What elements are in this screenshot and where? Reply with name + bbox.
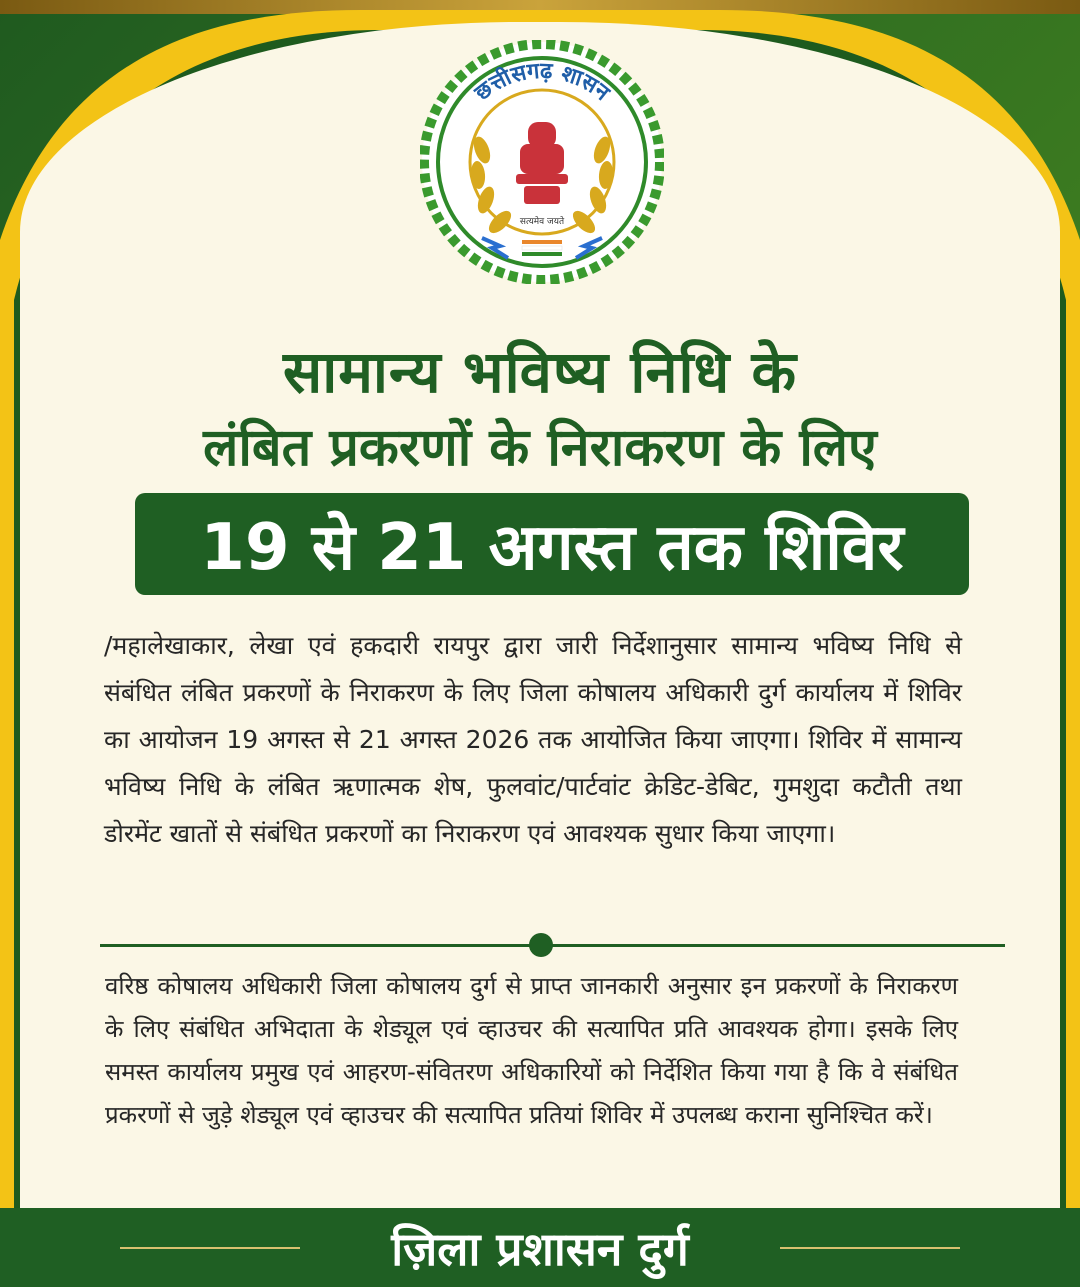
divider-dot [529, 933, 553, 957]
emblem-arc-text: छत्तीसगढ़ शासन [470, 58, 614, 106]
chhattisgarh-government-emblem [420, 40, 664, 284]
district-administration-label: ज़िला प्रशासन दुर्ग [391, 1221, 689, 1276]
footer-title [0, 1208, 1080, 1287]
emblem-motto: सत्यमेव जयते [519, 217, 565, 227]
svg-text:छत्तीसगढ़ शासन [470, 59, 615, 107]
camp-date-banner [135, 493, 969, 595]
body-paragraph-1: /महालेखाकार, लेखा एवं हकदारी रायपुर द्वारा जारी निर्देशानुसार सामान्य भविष्य निधि से संबंधित लंबित प्रकरणों के निराकरण के लिए जिला कोषालय अधिकारी दुर्ग कार्यालय में शिविर का आयोजन 19 अगस्त से 21 अगस्त 2026 तक आयोजित किया जाएगा। शिविर में सामान्य भविष्य निधि के लंबित ऋणात्मक शेष, फुलवांट/पार्टवांट क्रेडिट-डेबिट, गुमशुदा कटौती तथा डोरमेंट खातों से संबंधित प्रकरणों का निराकरण एवं आवश्यक सुधार किया जाएगा। [104, 631, 962, 848]
camp-date-text: 19 से 21 अगस्त तक शिविर [200, 510, 904, 585]
emblem-lettering [420, 40, 664, 284]
headline-line-1: सामान्य भविष्य निधि के [283, 338, 797, 406]
body-paragraph-2: वरिष्ठ कोषालय अधिकारी जिला कोषालय दुर्ग से प्राप्त जानकारी अनुसार इन प्रकरणों के निराकरण के लिए संबंधित अभिदाता के शेड्यूल एवं व्हाउचर की सत्यापित प्रति आवश्यक होगा। इसके लिए समस्त कार्यालय प्रमुख एवं आहरण-संवितरण अधिकारियों को निर्देशित किया गया है कि वे संबंधित प्रकरणों से जुड़े शेड्यूल एवं व्हाउचर की सत्यापित प्रतियां शिविर में उपलब्ध कराना सुनिश्चित करें। [105, 972, 958, 1129]
headline-line-2: लंबित प्रकरणों के निराकरण के लिए [203, 418, 877, 478]
